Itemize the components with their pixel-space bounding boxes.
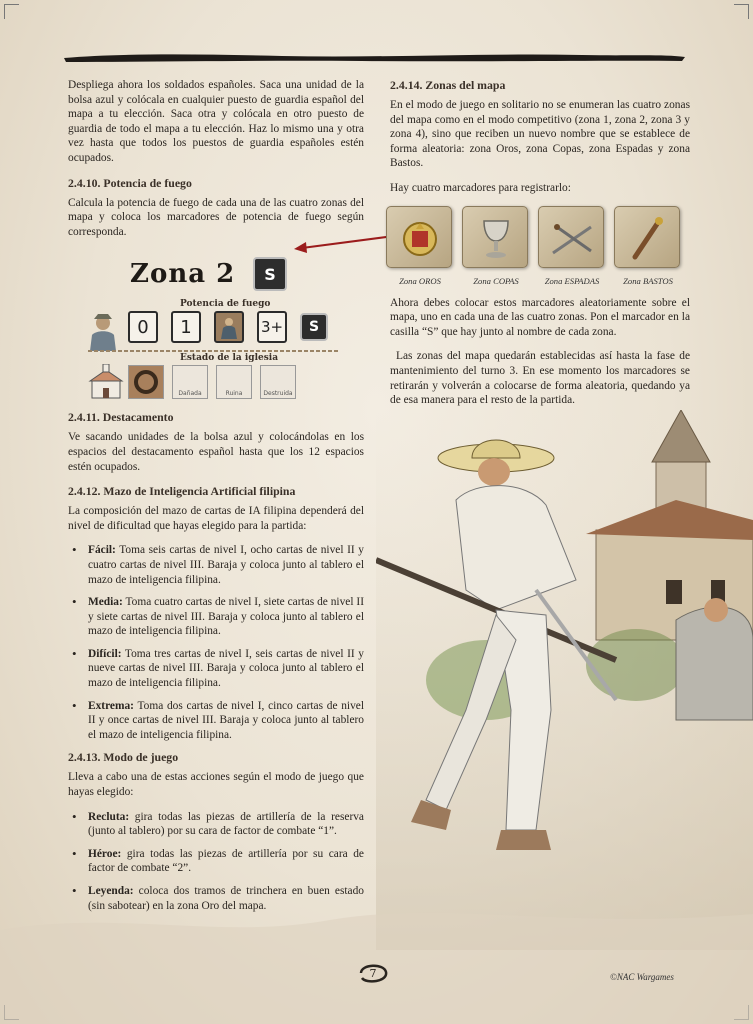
section-2414-text: En el modo de juego en solitario no se enumeran las cuatro zonas del mapa como en el modo competitivo (zona 1, zona 2, zona 3 y zona 4), sino que reciben un nuevo nombre que se establece de forma aleatoria: zona Oros, zona Copas, zona Espadas y zona Bastos. <box>390 99 690 170</box>
marker-tile <box>614 206 680 268</box>
item-text: gira todas las piezas de artillería de la reserva (junto al tablero) por su cara de factor de combate “1”. <box>88 810 364 838</box>
intro-paragraph: Despliega ahora los soldados españoles. Saca una unidad de la bolsa azul y colócala en cualquier puesto de guardia español del mapa a tu elección. Saca otra y colócala en otro puesto de guardia de todo el mapa a tu elección. Haz lo mismo una y otra vez hasta que todos los puestos de guardia españoles estén ocupados. <box>68 79 364 164</box>
church-state-danada: Dañada <box>178 390 202 398</box>
page-number <box>356 960 390 986</box>
page-number-text: 7 <box>369 966 377 980</box>
list-item <box>88 699 364 743</box>
section-2412-text: La composición del mazo de cartas de IA filipina dependerá del nivel de dificultad que hayas elegido para la partida: <box>68 505 364 532</box>
section-2413-text: Lleva a cabo una de estas acciones según el modo de juego que hayas elegido: <box>68 771 364 799</box>
marker-tile <box>538 206 604 268</box>
markers-intro: Hay cuatro marcadores para registrarlo: <box>390 181 571 194</box>
church-state-box-wreath <box>128 365 164 399</box>
item-term: Héroe: <box>88 847 122 860</box>
brush-stroke-divider <box>62 50 687 64</box>
item-text: Toma seis cartas de nivel I, ocho cartas de nivel II y cuatro cartas de nivel III. Baraja y coloca junto al tablero el mazo de inteligencia filipina. <box>88 544 364 586</box>
difficulty-list <box>68 543 364 742</box>
right-column <box>390 78 690 418</box>
copyright: ©NAC Wargames <box>610 972 674 982</box>
game-mode-list <box>68 810 364 914</box>
left-column <box>68 78 364 921</box>
zona-s-box: S <box>253 257 287 291</box>
section-2411-heading: 2.4.11. Destacamento <box>68 410 174 425</box>
firepower-box-soldier <box>214 311 244 343</box>
wreath-icon <box>129 366 163 398</box>
after-markers-text: Ahora debes colocar estos marcadores aleatoriamente sobre el mapa, uno en cada una de las cuatro zonas. Pon el marcador en la casilla “S” que hay junto al nombre de cada zona. <box>390 296 690 338</box>
item-text: Toma tres cartas de nivel I, seis cartas de nivel II y nueve cartas de nivel III. Baraja y coloca junto al tablero el mazo de inteligencia filipina. <box>88 647 364 690</box>
church-state-ruina: Ruina <box>225 390 243 398</box>
item-text: Toma cuatro cartas de nivel I, siete cartas de nivel II y siete cartas de nivel III. Baraja y coloca junto al tablero el mazo de inteligencia filipina. <box>88 596 364 638</box>
marker-caption: Zona COPAS <box>473 275 519 286</box>
item-term: Recluta: <box>88 810 130 823</box>
list-item <box>88 543 364 587</box>
firepower-box-1: 1 <box>171 311 201 343</box>
firepower-box-0: 0 <box>128 311 158 343</box>
crop-mark <box>734 4 749 19</box>
zone-markers <box>386 206 690 286</box>
zona-title: Zona 2 <box>130 259 236 290</box>
marker-tile <box>386 206 452 268</box>
item-term: Leyenda: <box>88 885 134 897</box>
firepower-box-3plus: 3+ <box>257 311 287 343</box>
item-term: Extrema: <box>88 699 134 712</box>
marker-tile <box>462 206 528 268</box>
section-2410-heading: 2.4.10. Potencia de fuego <box>68 175 192 190</box>
section-2413-heading: 2.4.13. Modo de juego <box>68 750 179 765</box>
item-text: coloca dos tramos de trinchera en buen estado (sin sabotear) en la zona Oro del mapa. <box>88 885 364 912</box>
list-item <box>88 847 364 876</box>
item-term: Fácil: <box>88 544 116 557</box>
section-2410-text: Calcula la potencia de fuego de cada una de las cuatro zonas del mapa y coloca los marcadores de potencia de fuego según corresponda. <box>68 196 364 238</box>
item-term: Difícil: <box>88 647 122 660</box>
marker-caption: Zona ESPADAS <box>544 275 600 286</box>
marker-copas <box>462 206 530 286</box>
estado-label: Estado de la iglesia <box>180 353 279 364</box>
espadas-swords-icon <box>547 213 597 263</box>
item-text: gira todas las piezas de artillería por su cara de factor de combate “2”. <box>88 847 364 875</box>
pointer-arrow <box>290 228 400 258</box>
item-term: Media: <box>88 596 123 609</box>
potencia-label: Potencia de fuego <box>180 299 271 310</box>
marker-caption: Zona OROS <box>399 275 441 286</box>
closing-text: Las zonas del mapa quedarán establecidas así hasta la fase de mantenimiento del turno 3. En ese momento los marcadores se retirarán y volverán a colocarse de forma aleatoria, quedando ya de esa manera para el resto de la partida. <box>390 350 690 407</box>
list-item <box>88 595 364 639</box>
marker-espadas <box>538 206 606 286</box>
marker-bastos <box>614 206 682 286</box>
list-item <box>88 810 364 839</box>
section-2412-heading: 2.4.12. Mazo de Inteligencia Artificial filipina <box>68 484 296 499</box>
section-2414-heading: 2.4.14. Zonas del mapa <box>390 78 506 92</box>
bastos-club-icon <box>623 213 673 263</box>
church-icon <box>86 364 126 400</box>
section-2411-text: Ve sacando unidades de la bolsa azul y colocándolas en los espacios del destacamento español hasta que los 12 espacios estén ocupados. <box>68 431 364 473</box>
copas-cup-icon <box>471 213 521 263</box>
firepower-s-box: S <box>300 313 328 341</box>
soldier-church-illustration <box>376 410 753 950</box>
crop-mark <box>4 4 19 19</box>
oros-coin-icon <box>395 213 445 263</box>
item-text: Toma dos cartas de nivel I, cinco cartas de nivel II y once cartas de nivel III. Baraja y coloca junto al tablero el mazo de inteligencia filipina. <box>88 699 364 741</box>
soldier-portrait-icon <box>84 311 122 351</box>
zona-firepower-diagram <box>68 249 364 404</box>
marker-caption: Zona BASTOS <box>623 275 673 286</box>
list-item <box>88 647 364 691</box>
soldier-token-icon <box>218 315 240 339</box>
church-state-destruida: Destruida <box>263 390 293 398</box>
marker-oros <box>386 206 454 286</box>
